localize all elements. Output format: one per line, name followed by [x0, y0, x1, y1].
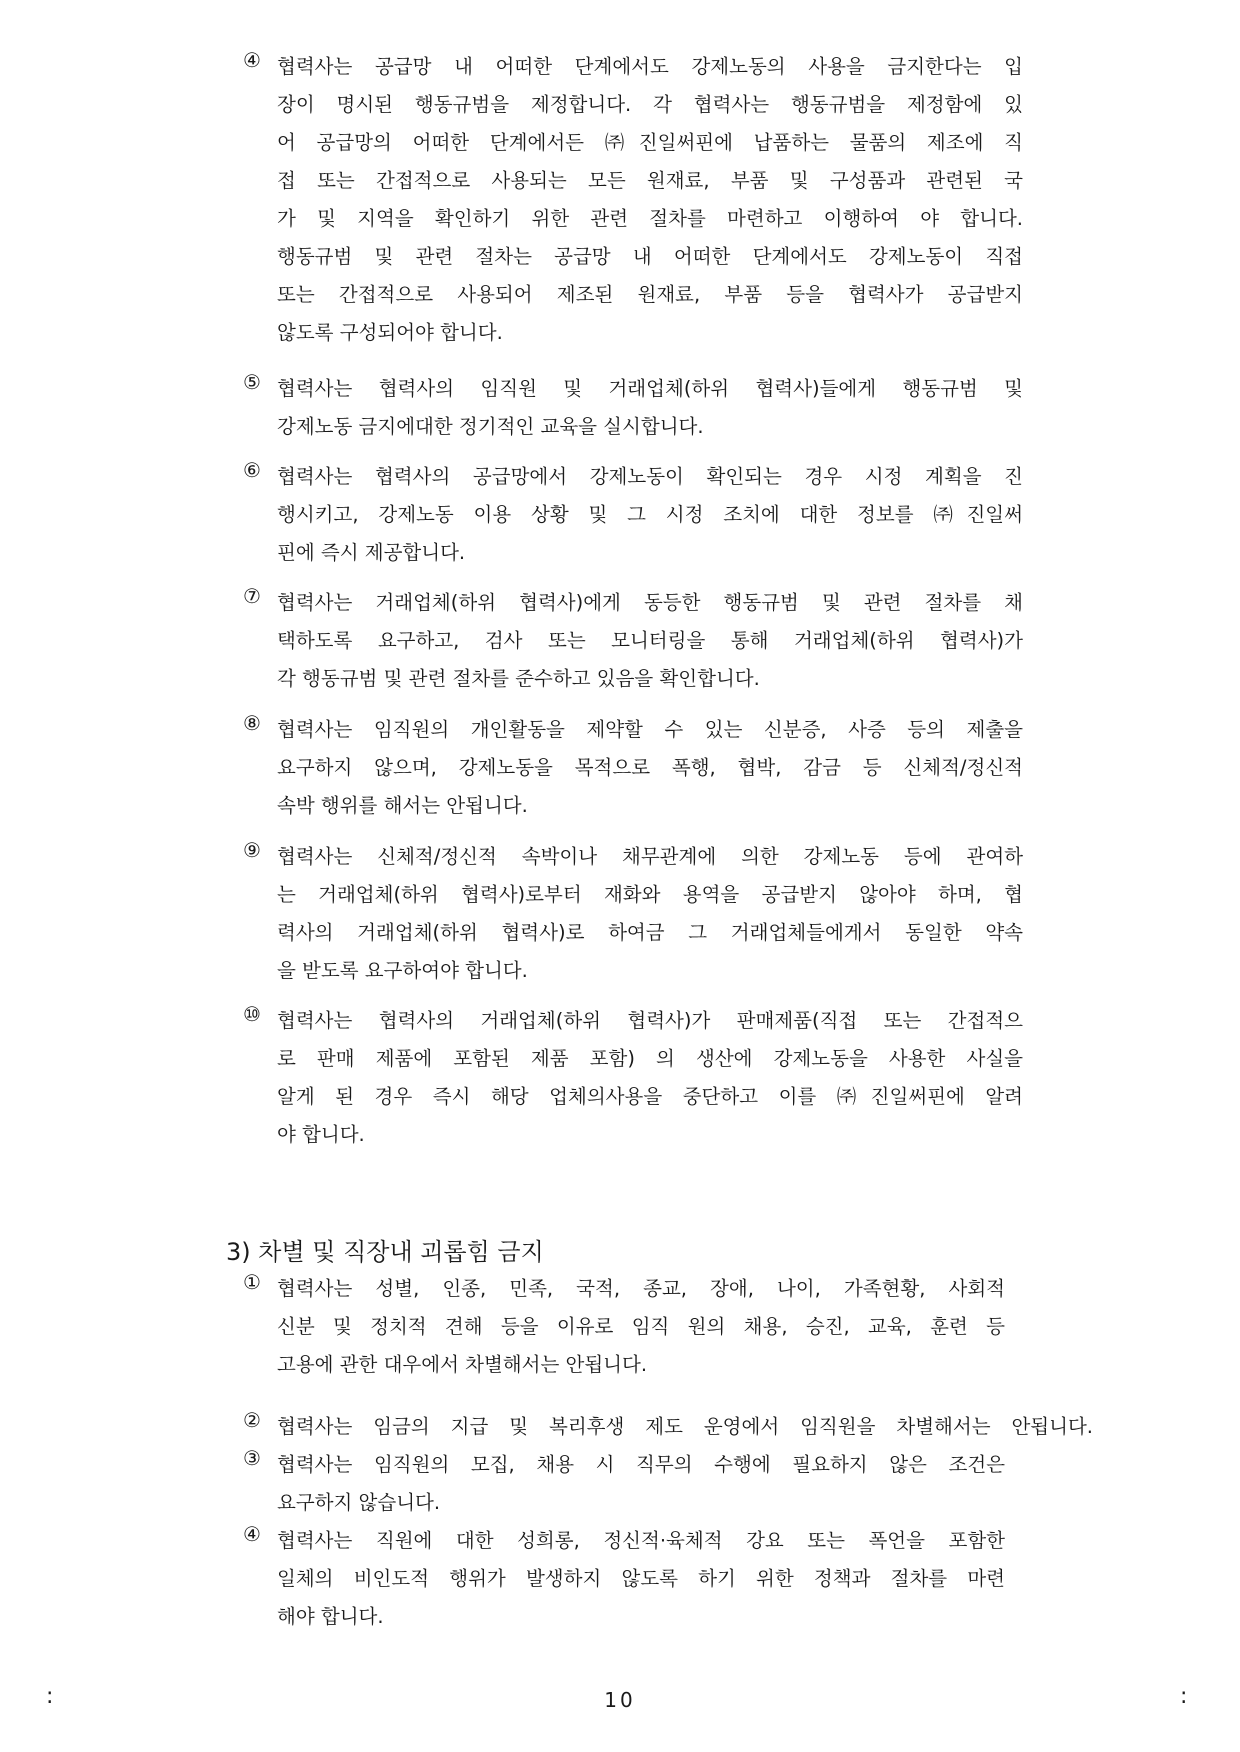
item-text-line: 접 또는 간접적으로 사용되는 모든 원재료, 부품 및 구성품과 관련된 국 [277, 169, 1023, 192]
item-text-line: 요구하지 않으며, 강제노동을 목적으로 폭행, 협박, 감금 등 신체적/정신적 [277, 756, 1023, 779]
item-text-line: 일체의 비인도적 행위가 발생하지 않도록 하기 위한 정책과 절차를 마련 [277, 1567, 1005, 1590]
item-text-line: 협력사는 임직원의 모집, 채용 시 직무의 수행에 필요하지 않은 조건은 [277, 1453, 1005, 1476]
section-heading: 3) 차별 및 직장내 괴롭힘 금지 [226, 1238, 544, 1266]
forced-labor-item-7 [243, 584, 1023, 698]
item-number: ⑥ [243, 458, 261, 482]
item-text-line: 로 판매 제품에 포함된 제품 포함) 의 생산에 강제노동을 사용한 사실을 [277, 1047, 1023, 1070]
item-text-line: 협력사는 신체적/정신적 속박이나 채무관계에 의한 강제노동 등에 관여하 [277, 845, 1023, 868]
discrimination-item-3 [243, 1446, 1005, 1522]
item-text-line: 행동규범 및 관련 절차는 공급망 내 어떠한 단계에서도 강제노동이 직접 [277, 245, 1023, 268]
discrimination-item-4 [243, 1522, 1005, 1636]
item-number: ⑤ [243, 370, 261, 394]
item-number: ④ [243, 48, 261, 72]
item-text-line: 각 행동규범 및 관련 절차를 준수하고 있음을 확인합니다. [277, 667, 760, 690]
item-text-line: 협력사는 거래업체(하위 협력사)에게 동등한 행동규범 및 관련 절차를 채 [277, 591, 1023, 614]
forced-labor-item-4 [243, 48, 1023, 352]
item-number: ⑧ [243, 711, 261, 735]
forced-labor-item-9 [243, 838, 1023, 990]
item-text-line: 요구하지 않습니다. [277, 1491, 441, 1514]
item-number: ⑦ [243, 584, 261, 608]
item-text-line: 협력사는 협력사의 공급망에서 강제노동이 확인되는 경우 시정 계획을 진 [277, 465, 1023, 488]
item-text-line: 장이 명시된 행동규범을 제정합니다. 각 협력사는 행동규범을 제정함에 있 [277, 93, 1023, 116]
item-text-line: 협력사는 협력사의 거래업체(하위 협력사)가 판매제품(직접 또는 간접적으 [277, 1009, 1023, 1032]
footer-left-mark: : [46, 1684, 54, 1709]
item-number: ⑩ [243, 1002, 261, 1026]
discrimination-item-2 [243, 1408, 1093, 1446]
forced-labor-item-10 [243, 1002, 1023, 1154]
item-text-line: 해야 합니다. [277, 1605, 384, 1628]
item-number: ⑨ [243, 838, 261, 862]
item-text-line: 협력사는 협력사의 임직원 및 거래업체(하위 협력사)들에게 행동규범 및 [277, 377, 1023, 400]
item-text-line: 는 거래업체(하위 협력사)로부터 재화와 용역을 공급받지 않아야 하며, 협 [277, 883, 1023, 906]
item-text-line: 협력사는 공급망 내 어떠한 단계에서도 강제노동의 사용을 금지한다는 입 [277, 55, 1023, 78]
item-text-line: 가 및 지역을 확인하기 위한 관련 절차를 마련하고 이행하여 야 합니다. [277, 207, 1023, 230]
item-text-line: 협력사는 성별, 인종, 민족, 국적, 종교, 장애, 나이, 가족현황, 사회적 [277, 1277, 1005, 1300]
item-text-line: 강제노동 금지에대한 정기적인 교육을 실시합니다. [277, 415, 704, 438]
item-number: ① [243, 1270, 261, 1294]
item-text-line: 택하도록 요구하고, 검사 또는 모니터링을 통해 거래업체(하위 협력사)가 [277, 629, 1023, 652]
item-text-line: 력사의 거래업체(하위 협력사)로 하여금 그 거래업체들에게서 동일한 약속 [277, 921, 1023, 944]
forced-labor-item-5 [243, 370, 1023, 446]
forced-labor-item-8 [243, 711, 1023, 825]
forced-labor-item-6 [243, 458, 1023, 572]
item-number: ② [243, 1408, 261, 1432]
item-text-line: 협력사는 임직원의 개인활동을 제약할 수 있는 신분증, 사증 등의 제출을 [277, 718, 1023, 741]
item-text-line: 고용에 관한 대우에서 차별해서는 안됩니다. [277, 1353, 648, 1376]
item-text-line: 알게 된 경우 즉시 해당 업체의사용을 중단하고 이를 ㈜진일써핀에 알려 [277, 1085, 1023, 1108]
footer-right-mark: : [1180, 1684, 1188, 1709]
item-text-line: 협력사는 직원에 대한 성희롱, 정신적·육체적 강요 또는 폭언을 포함한 [277, 1529, 1005, 1552]
item-text-line: 어 공급망의 어떠한 단계에서든 ㈜진일써핀에 납품하는 물품의 제조에 직 [277, 131, 1023, 154]
item-text-line: 야 합니다. [277, 1123, 365, 1146]
item-text-line: 행시키고, 강제노동 이용 상황 및 그 시정 조치에 대한 정보를 ㈜진일써 [277, 503, 1023, 526]
item-text-line: 속박 행위를 해서는 안됩니다. [277, 794, 528, 817]
discrimination-item-1 [243, 1270, 1005, 1384]
item-number: ④ [243, 1522, 261, 1546]
item-text-line: 핀에 즉시 제공합니다. [277, 541, 466, 564]
item-text-line: 신분 및 정치적 견해 등을 이유로 임직 원의 채용, 승진, 교육, 훈련 등 [277, 1315, 1005, 1338]
page-number: 10 [604, 1688, 636, 1712]
item-text-line: 을 받도록 요구하여야 합니다. [277, 959, 528, 982]
item-text-line: 협력사는 임금의 지급 및 복리후생 제도 운영에서 임직원을 차별해서는 안됩니다. [277, 1415, 1093, 1438]
item-text-line: 않도록 구성되어야 합니다. [277, 321, 503, 344]
item-text-line: 또는 간접적으로 사용되어 제조된 원재료, 부품 등을 협력사가 공급받지 [277, 283, 1023, 306]
item-number: ③ [243, 1446, 261, 1470]
